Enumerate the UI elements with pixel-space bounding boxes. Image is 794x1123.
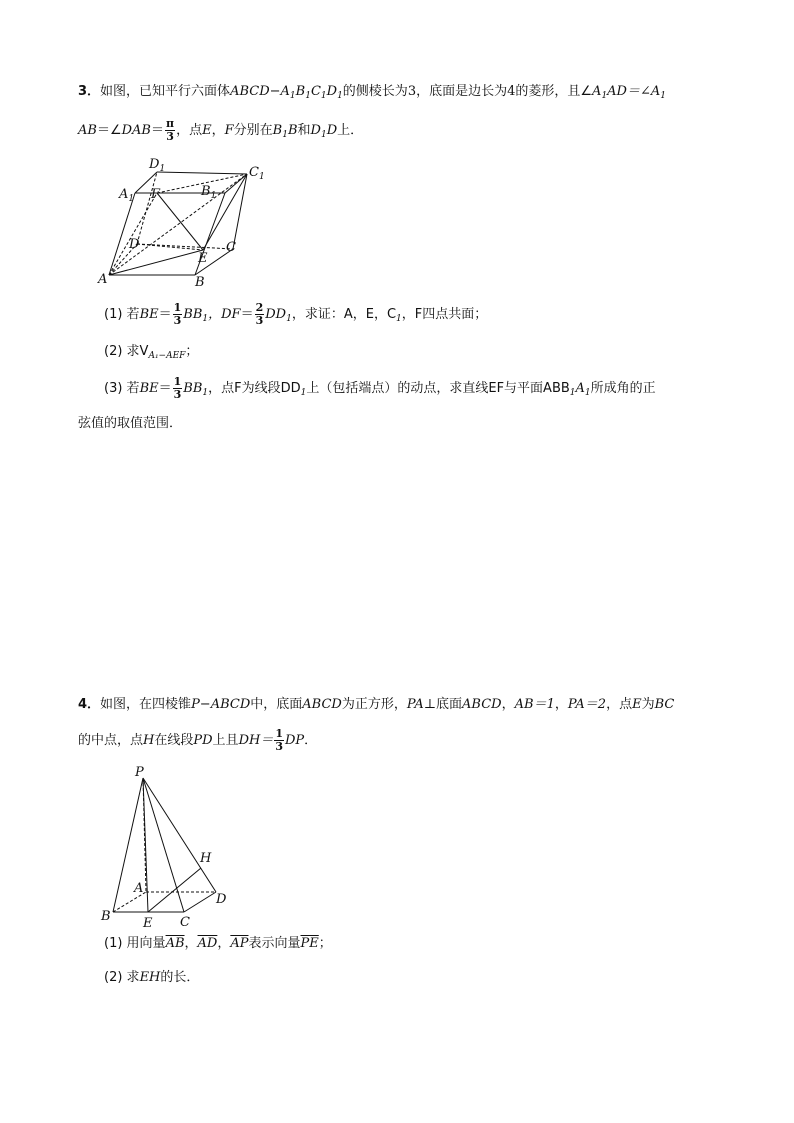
q3-text: 和 bbox=[297, 123, 311, 138]
q3-text: 的侧棱长为 bbox=[342, 84, 408, 99]
edge-d1-c1 bbox=[157, 172, 247, 174]
label-d: D bbox=[129, 237, 140, 252]
q3-text: ，点 bbox=[176, 123, 203, 138]
line-a-c1 bbox=[109, 174, 247, 275]
q4-pa-eq: PA＝2 bbox=[567, 697, 607, 712]
q4-text: ， bbox=[217, 936, 231, 951]
label-h: H bbox=[200, 851, 212, 866]
q4-point-e: E bbox=[632, 697, 642, 712]
q4-frac-1-3: $\frac{1}{3}$ bbox=[275, 727, 283, 753]
q4-text: (1) 用向量 bbox=[104, 936, 166, 951]
q3-bb1-b: $BB_1$ bbox=[183, 381, 209, 398]
q3-text: (2) 求V bbox=[104, 344, 149, 359]
q4-eh: EH bbox=[139, 970, 161, 985]
q4-text: ； bbox=[318, 936, 332, 951]
label-b: B bbox=[101, 909, 111, 924]
label-e: E bbox=[143, 916, 153, 931]
edge-d-d1 bbox=[137, 172, 157, 244]
q4-figure-pyramid bbox=[98, 762, 238, 932]
q3-sub-3-line-2 bbox=[78, 414, 182, 434]
line-a-f bbox=[109, 193, 157, 275]
q3-sub-1: (1) 若BE＝ $\frac{1}{3}$ $BB_1$，DF＝ $\frac{2}{3}$ $DD_1$，求证：A，E，$C_1$，F四点共面； bbox=[104, 301, 488, 327]
line-e-h bbox=[148, 868, 201, 912]
q4-dh: DH＝ bbox=[238, 733, 274, 748]
q4-text: ， bbox=[554, 697, 568, 712]
q3-number: 3． bbox=[78, 84, 101, 99]
q4-line-1 bbox=[78, 695, 674, 715]
q3-body-name: $ABCD-A_1B_1C_1D_1$ bbox=[230, 84, 343, 101]
q4-abcd: ABCD bbox=[302, 697, 342, 712]
label-c1: $C_1$ bbox=[249, 165, 265, 182]
q3-base-length: 4 bbox=[507, 84, 516, 99]
label-b1: $B_1$ bbox=[201, 184, 217, 201]
q3-frac-1-3: $\frac{1}{3}$ bbox=[173, 301, 182, 327]
label-a: A bbox=[134, 881, 144, 896]
q4-pd: PD bbox=[193, 733, 213, 748]
q3-text: 的菱形，且∠ bbox=[515, 84, 593, 99]
q4-text: (2) 求 bbox=[104, 970, 140, 985]
q3-line-1 bbox=[78, 82, 666, 106]
q4-vec-ad: $\overline{AD}$ bbox=[197, 936, 218, 951]
q3-text: 上（包括端点）的动点，求直线EF与平面ABB bbox=[306, 381, 570, 396]
q3-be: BE bbox=[139, 307, 159, 322]
q4-text: 为 bbox=[641, 697, 655, 712]
q4-text: 上且 bbox=[212, 733, 239, 748]
q4-dp: DP bbox=[284, 733, 305, 748]
q3-text: (3) 若 bbox=[104, 381, 140, 396]
q4-text: 如图，在四棱锥 bbox=[100, 697, 192, 712]
q3-text: ＝ bbox=[158, 381, 172, 396]
line-f-e bbox=[157, 193, 203, 250]
q3-point-e: E bbox=[202, 123, 212, 138]
q3-text: ＝ bbox=[240, 307, 254, 322]
q3-figure-parallelepiped bbox=[95, 152, 275, 292]
q3-pi-over-3: $\frac{\pi}{3}$ bbox=[166, 117, 175, 143]
label-f: F bbox=[151, 187, 161, 202]
q4-pa-perp: PA⊥ bbox=[406, 697, 437, 712]
label-a: A bbox=[98, 272, 108, 287]
q3-point-f: F bbox=[224, 123, 234, 138]
q3-text: ，点F为线段DD bbox=[208, 381, 301, 396]
q3-text: ，求证：A，E，C bbox=[291, 307, 397, 322]
q3-v-sub: A₁−AEF bbox=[148, 351, 186, 361]
label-b: B bbox=[195, 275, 205, 290]
q4-text: ，点 bbox=[606, 697, 633, 712]
line-a-e bbox=[109, 250, 203, 275]
q3-sub-2 bbox=[104, 342, 198, 366]
q4-text: 表示向量 bbox=[248, 936, 301, 951]
q4-number: 4． bbox=[78, 697, 101, 712]
q4-sub-2 bbox=[104, 968, 199, 988]
q3-d1d: $D_1D$ bbox=[310, 123, 338, 140]
q4-text: ， bbox=[184, 936, 198, 951]
q3-text: ，底面是边长为 bbox=[416, 84, 508, 99]
label-c: C bbox=[226, 240, 236, 255]
edge-c-d bbox=[184, 892, 216, 912]
q3-text: ＝ bbox=[150, 123, 164, 138]
q4-text: ． bbox=[304, 733, 318, 748]
q4-abcd: ABCD bbox=[462, 697, 502, 712]
q3-text: 如图，已知平行六面体 bbox=[100, 84, 231, 99]
q4-vec-ab: $\overline{AB}$ bbox=[165, 936, 185, 951]
q4-text: 的长． bbox=[160, 970, 200, 985]
q3-text: ， bbox=[211, 123, 225, 138]
q3-angle: $A_1AD=\angle A_1$ bbox=[592, 84, 667, 101]
q3-line-2 bbox=[78, 118, 363, 148]
q4-point-h: H bbox=[143, 733, 155, 748]
label-c: C bbox=[180, 915, 190, 930]
q4-ab-eq: AB＝1 bbox=[514, 697, 555, 712]
q4-pyramid: P−ABCD bbox=[191, 697, 251, 712]
q4-text: 为正方形， bbox=[341, 697, 407, 712]
q3-text: ； bbox=[185, 344, 199, 359]
q3-text: 所成角的正 bbox=[590, 381, 656, 396]
label-d1: $D_1$ bbox=[149, 157, 166, 174]
label-e: E bbox=[198, 251, 208, 266]
q4-text: 中，底面 bbox=[250, 697, 303, 712]
q3-b1b: $B_1B$ bbox=[272, 123, 298, 140]
q3-sub-3: (3) 若BE＝ $\frac{1}{3}$ $BB_1$，点F为线段$DD_1$上（包括端点）的动点，求直线EF与平面$ABB_1A_1$所成角的正 bbox=[104, 375, 656, 401]
q3-text: (1) 若 bbox=[104, 307, 140, 322]
q3-dd1: $DD_1$ bbox=[265, 307, 292, 324]
q4-sub-1 bbox=[104, 934, 332, 954]
q4-bc: BC bbox=[654, 697, 675, 712]
q3-text: 分别在 bbox=[233, 123, 273, 138]
q3-ab: AB bbox=[78, 123, 97, 138]
label-p: P bbox=[135, 765, 144, 780]
q3-bb1: $BB_1$ bbox=[183, 307, 209, 324]
q3-text: 上． bbox=[337, 123, 364, 138]
q3-text: ＝ bbox=[158, 307, 172, 322]
q4-vec-pe: $\overline{PE}$ bbox=[300, 936, 319, 951]
edge-a-a1 bbox=[109, 193, 135, 275]
q3-text: 弦值的取值范围． bbox=[78, 416, 183, 431]
label-a1: $A_1$ bbox=[119, 187, 135, 204]
q4-text: ， bbox=[501, 697, 515, 712]
edge-d-c bbox=[137, 244, 233, 249]
q4-line-2 bbox=[78, 728, 317, 754]
edge-p-d bbox=[143, 778, 216, 892]
q4-text: 的中点，点 bbox=[78, 733, 144, 748]
label-d: D bbox=[216, 892, 227, 907]
q4-text: 底面 bbox=[436, 697, 463, 712]
q3-be: BE bbox=[139, 381, 159, 396]
q3-text: ＝∠ bbox=[96, 123, 122, 138]
q3-df: ，DF bbox=[208, 307, 241, 322]
q3-text: ，F四点共面； bbox=[401, 307, 488, 322]
q3-edge-length: 3 bbox=[407, 84, 417, 99]
q4-text: 在线段 bbox=[154, 733, 194, 748]
q3-dab: DAB bbox=[121, 123, 151, 138]
q3-a: A bbox=[575, 381, 585, 396]
q3-frac-2-3: $\frac{2}{3}$ bbox=[255, 301, 264, 327]
q3-frac-1-3-b: $\frac{1}{3}$ bbox=[173, 375, 182, 401]
q4-vec-ap: $\overline{AP}$ bbox=[230, 936, 249, 951]
